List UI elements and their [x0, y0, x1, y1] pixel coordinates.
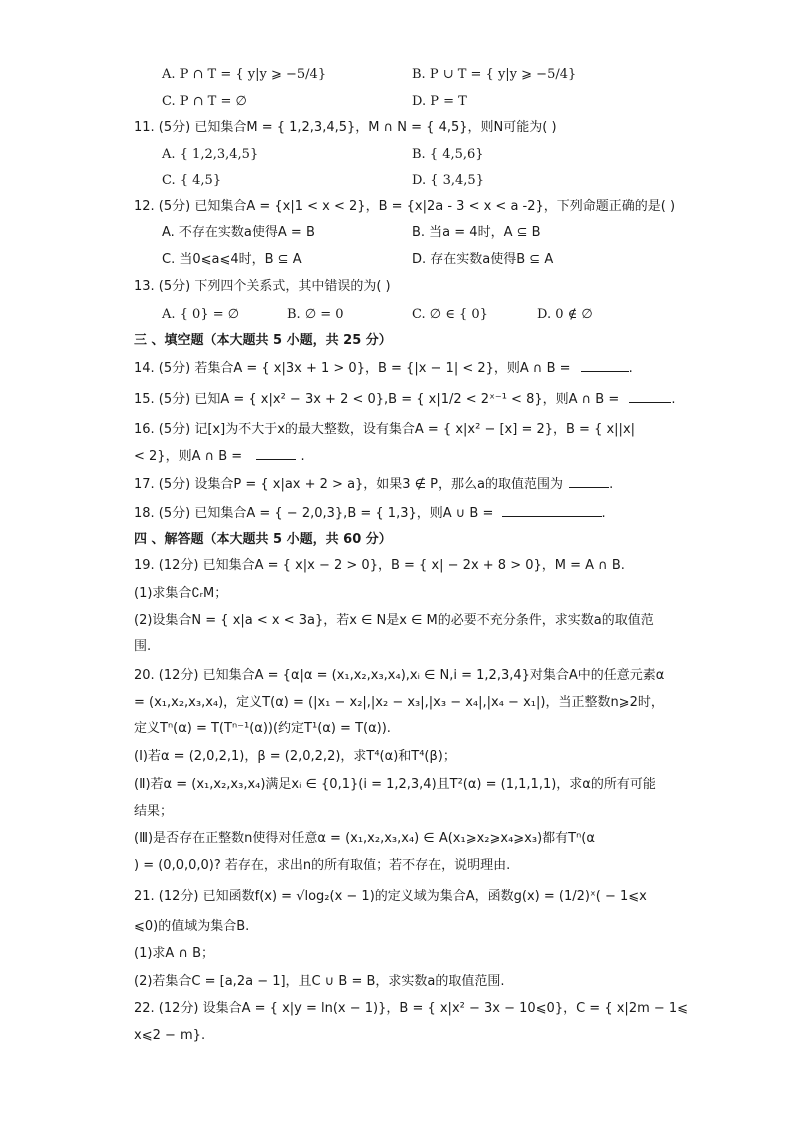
q16-answer-blank[interactable] [256, 446, 296, 460]
q20-line: 结果； [134, 804, 174, 819]
q21-line: (2)若集合C = [a,2a − 1]，且C ∪ B = B，求实数a的取值范围. [134, 974, 505, 989]
q12-option-a: A. 不存在实数a使得A = B [162, 225, 315, 240]
q13-option-a: A. { 0} = ∅ [162, 307, 240, 322]
q11-option-d: D. { 3,4,5} [412, 173, 484, 188]
q12-option-c: C. 当0⩽a⩽4时，B ⊆ A [162, 252, 302, 267]
q18-text: 18. (5分) 已知集合A = { − 2,0,3},B = { 1,3}，则A ∪ B = [134, 506, 494, 521]
q15-answer-blank[interactable] [629, 389, 671, 403]
q20-line: 20. (12分) 已知集合A = {α|α = (x₁,x₂,x₃,x₄),xᵢ ∈ N,i = 1,2,3,4}对集合A中的任意元素α [134, 668, 665, 683]
q20-line: ) = (0,0,0,0)? 若存在，求出n的所有取值；若不存在，说明理由. [134, 858, 511, 873]
q15-text: 15. (5分) 已知A = { x|x² − 3x + 2 < 0},B = { x|1/2 < 2ˣ⁻¹ < 8}，则A ∩ B = [134, 392, 620, 407]
q16-text: < 2}，则A ∩ B = [134, 449, 243, 464]
q13-option-b: B. ∅ = 0 [287, 307, 344, 322]
q19-line: (2)设集合N = { x|a < x < 3a}，若x ∈ N是x ∈ M的必要不充分条件，求实数a的取值范 [134, 613, 654, 628]
q22-line: x⩽2 − m}. [134, 1028, 206, 1043]
q17-answer-blank[interactable] [569, 474, 609, 488]
q16-line2: < 2}，则A ∩ B = . [134, 446, 305, 466]
q10-option-c: C. P ∩ T = ∅ [162, 94, 247, 109]
q12-stem: 12. (5分) 已知集合A = {x|1 < x < 2}，B = {x|2a - 3 < x < a -2}，下列命题正确的是( ) [134, 199, 676, 214]
q13-option-d: D. 0 ∉ ∅ [537, 307, 593, 322]
q10-option-b: B. P ∪ T = { y|y ⩾ −5/4} [412, 67, 577, 82]
section-fill-in-heading: 三 、填空题（本大题共 5 小题，共 25 分） [134, 333, 392, 348]
q18: 18. (5分) 已知集合A = { − 2,0,3},B = { 1,3}，则A ∪ B = . [134, 503, 606, 523]
q12-option-b: B. 当a = 4时，A ⊆ B [412, 225, 541, 240]
section-answers-heading: 四 、解答题（本大题共 5 小题，共 60 分） [134, 532, 392, 547]
q11-stem: 11. (5分) 已知集合M = { 1,2,3,4,5}，M ∩ N = { 4,5}，则N可能为( ) [134, 120, 557, 135]
q12-option-d: D. 存在实数a使得B ⊆ A [412, 252, 554, 267]
q21-line: ⩽0)的值域为集合B. [134, 919, 250, 934]
q20-line: (Ⅱ)若α = (x₁,x₂,x₃,x₄)满足xᵢ ∈ {0,1}(i = 1,2,3,4)且T²(α) = (1,1,1,1)，求α的所有可能 [134, 777, 656, 792]
q10-option-d: D. P = T [412, 94, 467, 109]
q13-stem: 13. (5分) 下列四个关系式，其中错误的为( ) [134, 279, 391, 294]
q16-line1: 16. (5分) 记[x]为不大于x的最大整数，设有集合A = { x|x² − [x] = 2}，B = { x||x| [134, 422, 636, 437]
q11-option-c: C. { 4,5} [162, 173, 222, 188]
q11-option-b: B. { 4,5,6} [412, 147, 484, 162]
q22-line: 22. (12分) 设集合A = { x|y = ln(x − 1)}，B = { x|x² − 3x − 10⩽0}，C = { x|2m − 1⩽ [134, 1001, 689, 1016]
q19-line: 围. [134, 639, 152, 654]
q13-option-c: C. ∅ ∈ { 0} [412, 307, 488, 322]
q21-line: 21. (12分) 已知函数f(x) = √log₂(x − 1)的定义域为集合A，函数g(x) = (1/2)ˣ( − 1⩽x [134, 889, 647, 904]
q17: 17. (5分) 设集合P = { x|ax + 2 > a}，如果3 ∉ P，那么a的取值范围为 . [134, 474, 613, 494]
q15: 15. (5分) 已知A = { x|x² − 3x + 2 < 0},B = { x|1/2 < 2ˣ⁻¹ < 8}，则A ∩ B = . [134, 389, 676, 409]
q18-answer-blank[interactable] [502, 503, 602, 517]
q20-line: (Ⅰ)若α = (2,0,2,1)，β = (2,0,2,2)，求T⁴(α)和T⁴(β)； [134, 749, 456, 764]
q17-text: 17. (5分) 设集合P = { x|ax + 2 > a}，如果3 ∉ P，那么a的取值范围为 [134, 477, 563, 492]
q14: 14. (5分) 若集合A = { x|3x + 1 > 0}，B = {|x − 1| < 2}，则A ∩ B = . [134, 358, 633, 378]
q14-text: 14. (5分) 若集合A = { x|3x + 1 > 0}，B = {|x − 1| < 2}，则A ∩ B = [134, 361, 571, 376]
q14-answer-blank[interactable] [581, 358, 629, 372]
q19-line: (1)求集合∁ᵣM； [134, 586, 228, 601]
q10-option-a: A. P ∩ T = { y|y ⩾ −5/4} [162, 67, 327, 82]
q20-line: = (x₁,x₂,x₃,x₄)，定义T(α) = (|x₁ − x₂|,|x₂ − x₃|,|x₃ − x₄|,|x₄ − x₁|)，当正整数n⩾2时， [134, 695, 664, 710]
q11-option-a: A. { 1,2,3,4,5} [162, 147, 259, 162]
q20-line: (Ⅲ)是否存在正整数n使得对任意α = (x₁,x₂,x₃,x₄) ∈ A(x₁⩾x₂⩾x₄⩾x₃)都有Tⁿ(α [134, 831, 595, 846]
q19-line: 19. (12分) 已知集合A = { x|x − 2 > 0}，B = { x| − 2x + 8 > 0}，M = A ∩ B. [134, 558, 625, 573]
q21-line: (1)求A ∩ B； [134, 946, 215, 961]
q20-line: 定义Tⁿ(α) = T(Tⁿ⁻¹(α))(约定T¹(α) = T(α)). [134, 721, 391, 736]
